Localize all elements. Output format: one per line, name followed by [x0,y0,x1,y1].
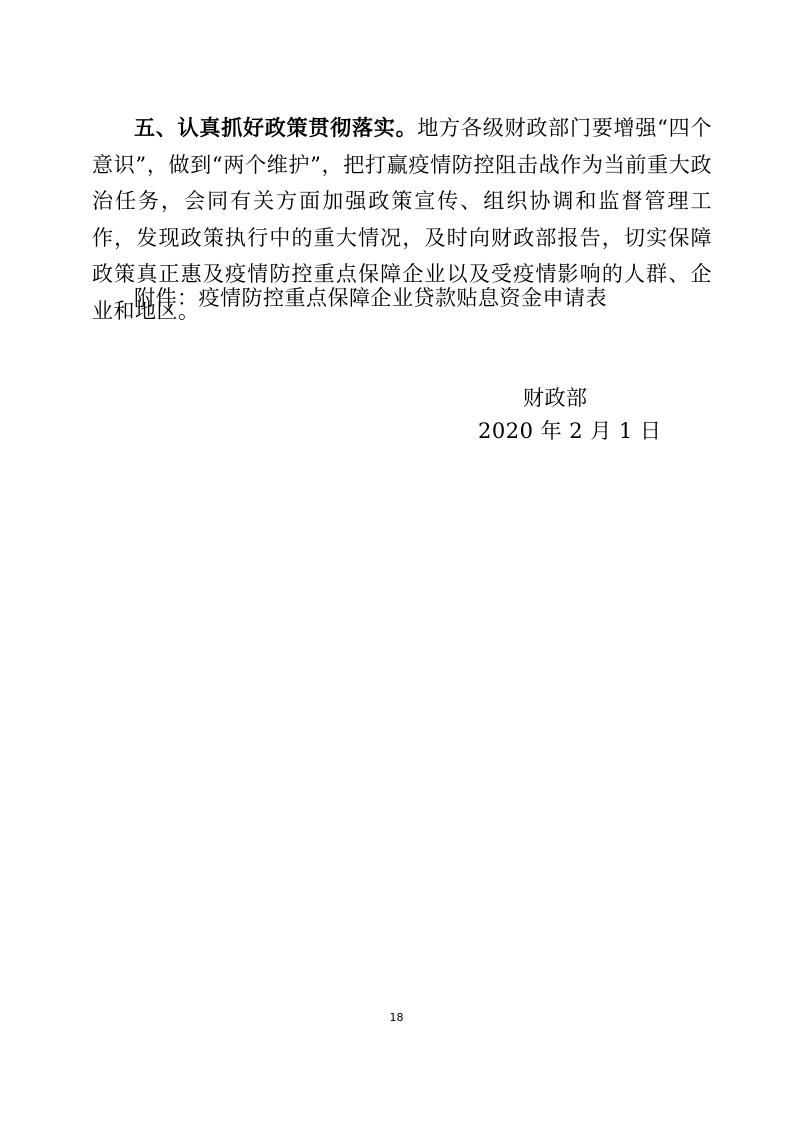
section-heading: 五、认真抓好政策贯彻落实。 [134,116,418,140]
page-number: 18 [389,1011,404,1024]
signature-date: 2020 年 2 月 1 日 [478,419,662,443]
signature-organization: 财政部 [523,386,588,410]
section-body-text: 地方各级财政部门要增强“四个意识”，做到“两个维护”，把打赢疫情防控阻击战作为当前重大政治任务，会同有关方面加强政策宣传、组织协调和监督管理工作，发现政策执行中的重大情况，及时向财政部报告，切实保障政策真正惠及疫情防控重点保障企业以及受疫情影响的人群、企业和地区。 [92,116,712,323]
attachment-line: 附件：疫情防控重点保障企业贷款贴息资金申请表 [134,286,607,310]
